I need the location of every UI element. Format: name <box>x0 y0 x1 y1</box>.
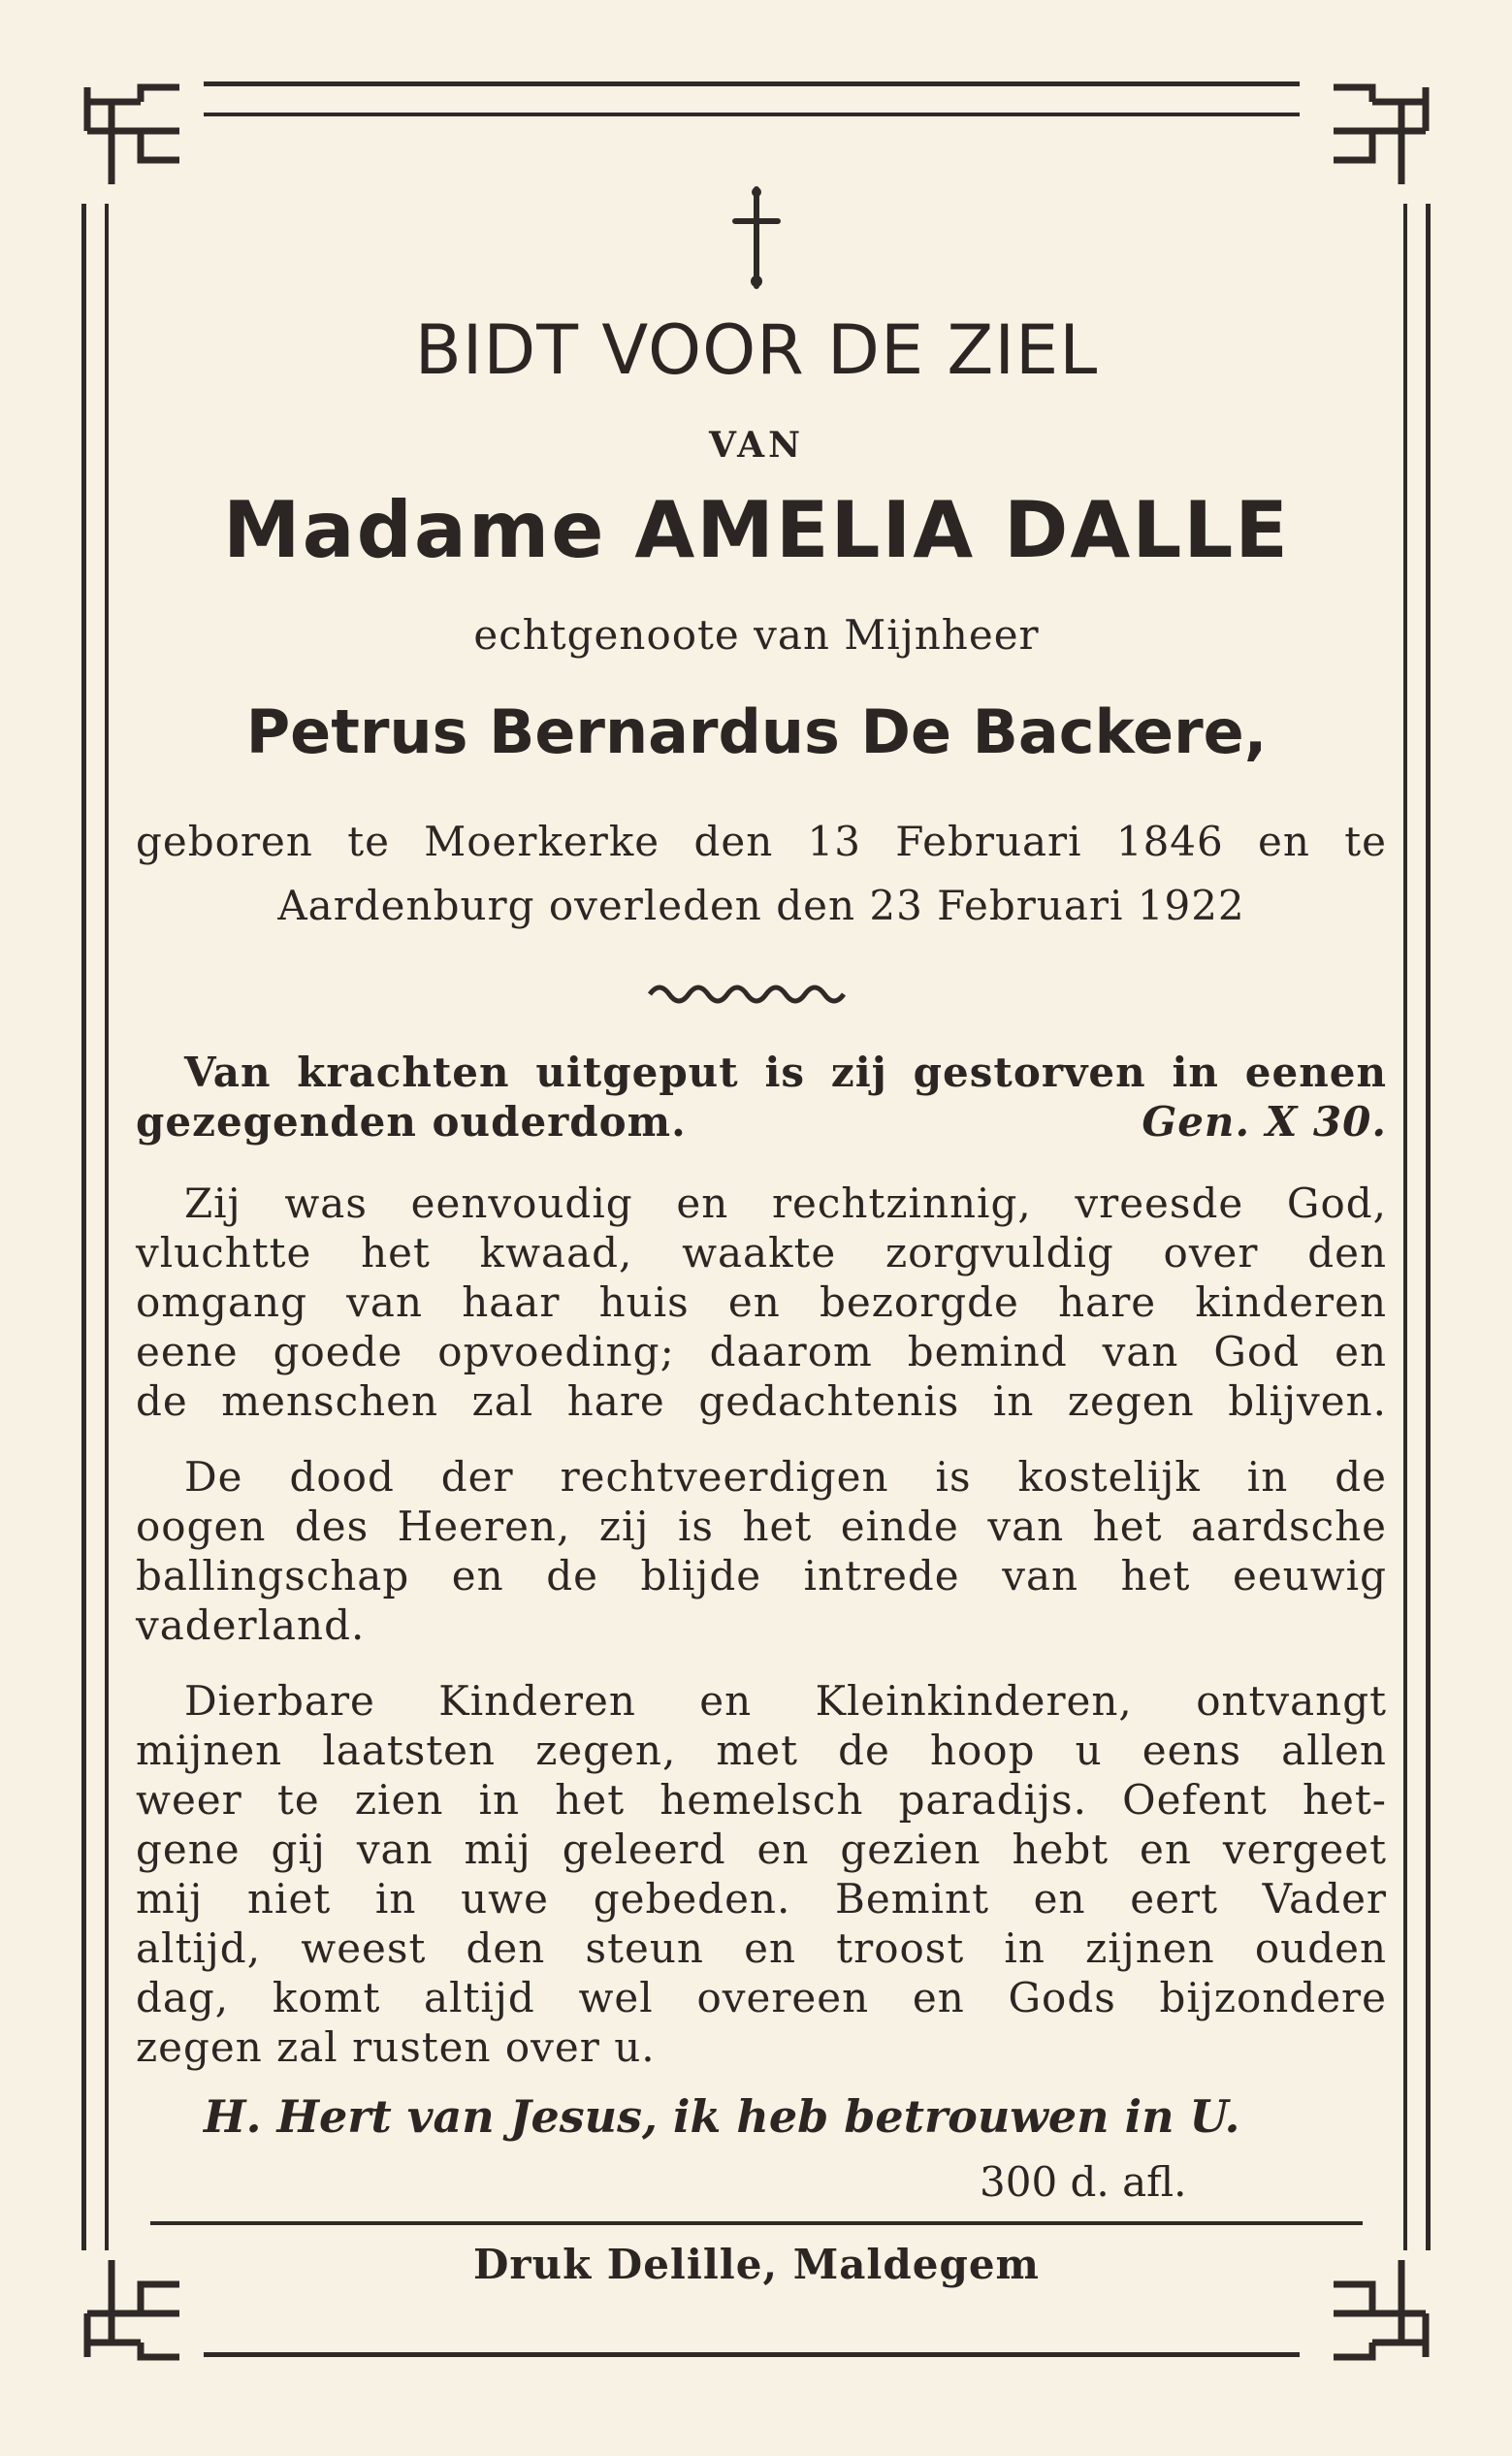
death-line: Aardenburg overleden den 23 Februari 1922 <box>277 882 1245 929</box>
text-line: dag, komt altijd wel overeen en Gods bijzondere <box>136 1974 1387 2021</box>
deceased-name: Madame AMELIA DALLE <box>223 485 1290 575</box>
husband-name: Petrus Bernardus De Backere, <box>245 696 1268 767</box>
paragraph-scripture <box>136 1048 1387 1147</box>
bottom-rule-inner <box>150 2221 1363 2225</box>
text-line: de menschen zal hare gedachtenis in zegen blijven. <box>136 1377 1387 1425</box>
corner-ornament-top-left <box>82 82 189 189</box>
title-van: VAN <box>709 425 804 466</box>
corner-ornament-top-right <box>1324 82 1431 189</box>
relation-text: echtgenoote van Mijnheer <box>473 611 1040 659</box>
left-rule-inner <box>105 204 109 2250</box>
right-rule-inner <box>1403 204 1407 2250</box>
text-line: oogen des Heeren, zij is het einde van het aardsche <box>136 1503 1387 1550</box>
text-line: Zij was eenvoudig en rechtzinnig, vreesde God, <box>184 1180 1387 1227</box>
text-line: vaderland. <box>136 1601 366 1649</box>
cross-icon <box>718 184 795 291</box>
top-rule-inner <box>204 113 1300 116</box>
text-line: De dood der rechtveerdigen is kostelijk in de <box>184 1453 1387 1501</box>
text-line <box>136 1097 1387 1147</box>
text-line: zegen zal rusten over u. <box>136 2023 656 2071</box>
birth-line: geboren te Moerkerke den 13 Februari 1846 en te <box>136 818 1387 865</box>
bottom-rule-outer <box>204 2352 1300 2357</box>
top-rule-outer <box>204 81 1300 86</box>
text-line: mijnen laatsten zegen, met de hoop u eens allen <box>136 1727 1387 1774</box>
scripture-reference: Gen. X 30. <box>1142 1098 1387 1146</box>
wave-ornament <box>645 970 858 1009</box>
text-line: eene goede opvoeding; daarom bemind van God en <box>136 1328 1387 1375</box>
text-line: vluchtte het kwaad, waakte zorgvuldig over den <box>136 1229 1387 1276</box>
text-line-main: gezegenden ouderdom. <box>136 1098 687 1146</box>
left-rule-outer <box>81 204 86 2250</box>
text-line: mij niet in uwe gebeden. Bemint en eert Vader <box>136 1875 1387 1923</box>
paragraph-virtues <box>136 1179 1387 1426</box>
text-line: omgang van haar huis en bezorgde hare kinderen <box>136 1278 1387 1326</box>
paragraph-farewell <box>136 1676 1387 2072</box>
text-line: Dierbare Kinderen en Kleinkinderen, ontvangt <box>184 1677 1387 1725</box>
text-line: ballingschap en de blijde intrede van het eeuwig <box>136 1552 1387 1600</box>
title-pray-for-soul: BIDT VOOR DE ZIEL <box>414 310 1099 390</box>
text-line: gene gij van mij geleerd en gezien hebt en vergeet <box>136 1826 1387 1873</box>
birth-death-block <box>136 810 1387 938</box>
right-rule-outer <box>1426 204 1431 2250</box>
text-line: altijd, weest den steun en troost in zijnen ouden <box>136 1924 1387 1972</box>
printer-credit: Druk Delille, Maldegem <box>472 2241 1041 2288</box>
paragraph-death-of-righteous <box>136 1452 1387 1650</box>
indulgence-note: 300 d. afl. <box>980 2158 1187 2206</box>
text-line: Van krachten uitgeput is zij gestorven in eenen <box>184 1049 1387 1096</box>
prayer-line: H. Hert van Jesus, ik heb betrouwen in U. <box>204 2090 1240 2143</box>
text-line: weer te zien in het hemelsch paradijs. Oefent het- <box>136 1776 1387 1824</box>
